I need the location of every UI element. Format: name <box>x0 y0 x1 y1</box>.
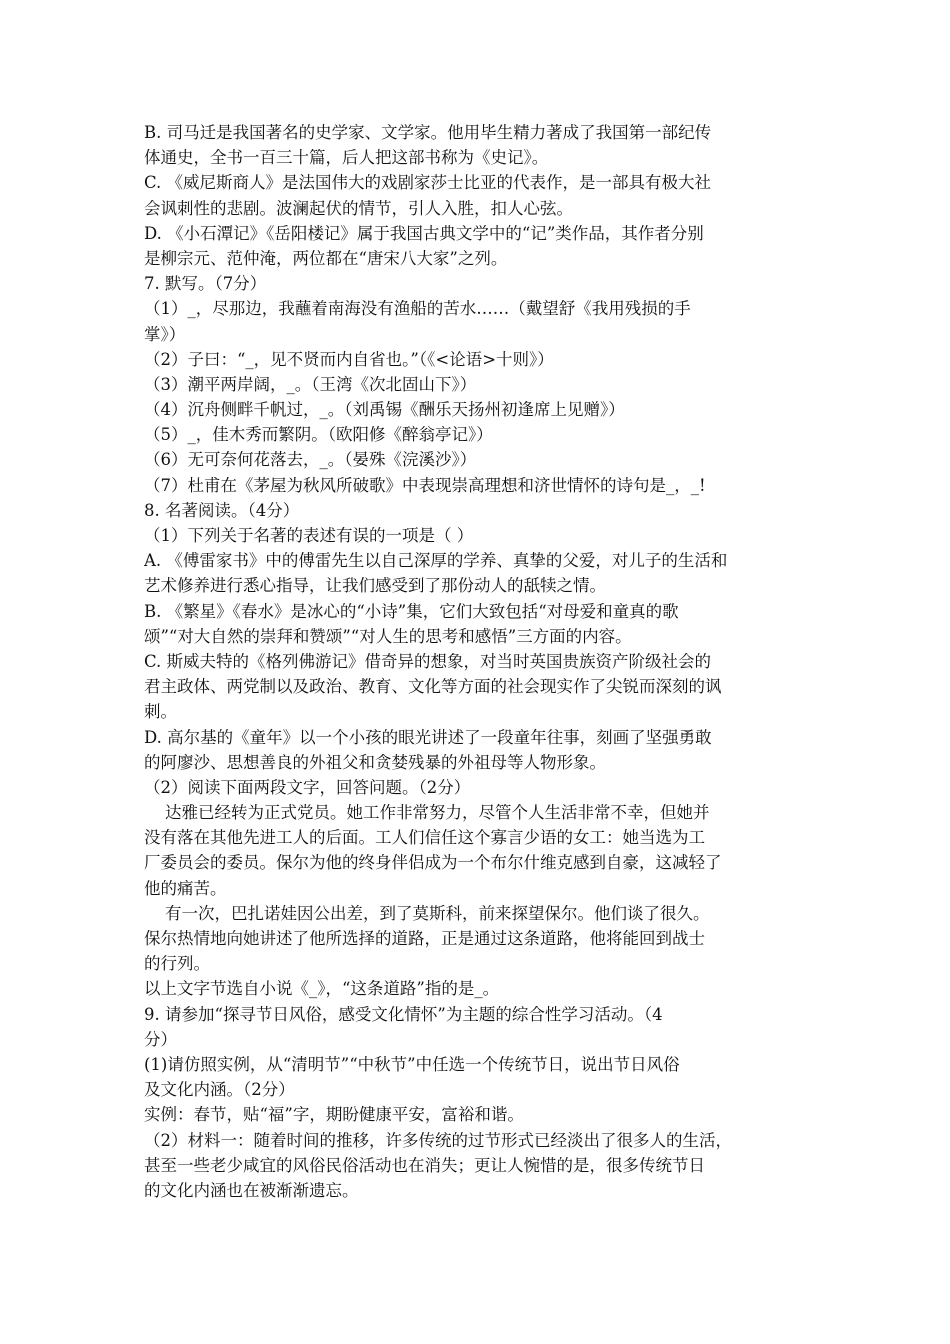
text-line-1: B. 司马迁是我国著名的史学家、文学家。他用毕生精力著成了我国第一部纪传 <box>144 123 712 142</box>
text-line-21: 颂”“对大自然的崇拜和赞颂”“对人生的思考和感悟”三方面的内容。 <box>144 626 632 646</box>
text-line-31: 他的痛苦。 <box>144 878 227 898</box>
text-line-41: （2）材料一：随着时间的推移，许多传统的过节形式已经淡出了很多人的生活， <box>144 1130 732 1150</box>
text-line-32: 有一次，巴扎诺娃因公出差，到了莫斯科，前来探望保尔。他们谈了很久。 <box>144 903 710 923</box>
text-line-38: (1)请仿照实例，从“清明节”“中秋节”中任选一个传统节日，说出节日风俗 <box>144 1054 680 1074</box>
text-line-34: 的行列。 <box>144 954 210 974</box>
text-line-25: D. 高尔基的《童年》以一个小孩的眼光讲述了一段童年往事，刻画了坚强勇敢 <box>144 727 712 747</box>
text-line-28: 达雅已经转为正式党员。她工作非常努力，尽管个人生活非常不幸，但她并 <box>144 803 710 823</box>
text-line-3: C. 《威尼斯商人》是法国伟大的戏剧家莎士比亚的代表作，是一部具有极大社 <box>144 173 712 193</box>
text-line-15: （7）杜甫在《茅屋为秋风所破歌》中表现崇高理想和济世情怀的诗句是_，_! <box>144 475 706 495</box>
text-line-17: （1）下列关于名著的表述有误的一项是（ ） <box>144 526 474 545</box>
document-page <box>144 120 808 1203</box>
text-line-37: 分） <box>144 1029 177 1049</box>
text-line-33: 保尔热情地向她讲述了他所选择的道路，正是通过这条道路，他将能回到战士 <box>144 929 705 948</box>
text-line-9: 掌》） <box>144 324 186 344</box>
text-line-4: 会讽刺性的悲剧。波澜起伏的情节，引人入胜，扣人心弦。 <box>144 198 573 218</box>
question-7-heading: 7. 默写。（7分） <box>144 274 267 294</box>
question-9-heading: 9. 请参加“探寻节日风俗，感受文化情怀”为主题的综合性学习活动。（4 <box>144 1004 663 1024</box>
text-line-18: A. 《傅雷家书》中的傅雷先生以自己深厚的学养、真挚的父爱，对儿子的生活和 <box>144 551 728 571</box>
text-line-19: 艺术修养进行悉心指导，让我们感受到了那份动人的舐犊之情。 <box>144 576 606 596</box>
text-line-12: （4）沉舟侧畔千帆过，_。（刘禹锡《酬乐天扬州初逢席上见赠》） <box>144 400 625 420</box>
text-line-13: （5）_，佳木秀而繁阴。（欧阳修《醉翁亭记》） <box>144 425 493 445</box>
text-line-26: 的阿廖沙、思想善良的外祖父和贪婪残暴的外祖母等人物形象。 <box>144 752 606 772</box>
text-line-27: （2）阅读下面两段文字，回答问题。（2分） <box>144 777 471 797</box>
text-line-10: （2）子曰：“_，见不贤而内自省也。”（《<论语>十则》） <box>144 349 554 369</box>
text-line-2: 体通史，全书一百三十篇，后人把这部书称为《史记》。 <box>144 148 549 168</box>
text-line-6: 是柳宗元、范仲淹，两位都在“唐宋八大家”之列。 <box>144 248 508 268</box>
text-line-42: 甚至一些老少咸宜的风俗民俗活动也在消失；更让人惋惜的是，很多传统节日 <box>144 1155 705 1175</box>
text-line-8: （1）_，尽那边，我蘸着南海没有渔船的苦水……（戴望舒《我用残损的手 <box>144 299 691 319</box>
text-line-29: 没有落在其他先进工人的后面。工人们信任这个寡言少语的女工：她当选为工 <box>144 828 705 848</box>
text-line-23: 君主政体、两党制以及政治、教育、文化等方面的社会现实作了尖锐而深刻的讽 <box>144 677 722 697</box>
text-line-24: 刺。 <box>144 702 177 722</box>
text-line-39: 及文化内涵。（2分） <box>144 1080 295 1100</box>
text-line-20: B. 《繁星》《春水》是冰心的“小诗”集，它们大致包括“对母爱和童真的歌 <box>144 601 679 621</box>
text-line-5: D. 《小石潭记》《岳阳楼记》属于我国古典文学中的“记”类作品，其作者分别 <box>144 223 704 243</box>
text-line-43: 的文化内涵也在被渐渐遗忘。 <box>144 1180 359 1200</box>
question-8-heading: 8. 名著阅读。（4分） <box>144 500 300 520</box>
text-line-22: C. 斯威夫特的《格列佛游记》借奇异的想象，对当时英国贵族资产阶级社会的 <box>144 651 712 671</box>
text-line-30: 厂委员会的委员。保尔为他的终身伴侣成为一个布尔什维克感到自豪，这减轻了 <box>144 853 722 873</box>
text-line-35: 以上文字节选自小说《_》，“这条道路”指的是_。 <box>144 979 500 999</box>
text-line-14: （6）无可奈何花落去，_。（晏殊《浣溪沙》） <box>144 450 477 470</box>
text-line-11: （3）潮平两岸阔，_。（王湾《次北固山下》） <box>144 374 477 394</box>
text-line-40: 实例：春节，贴“福”字，期盼健康平安，富裕和谐。 <box>144 1105 524 1125</box>
